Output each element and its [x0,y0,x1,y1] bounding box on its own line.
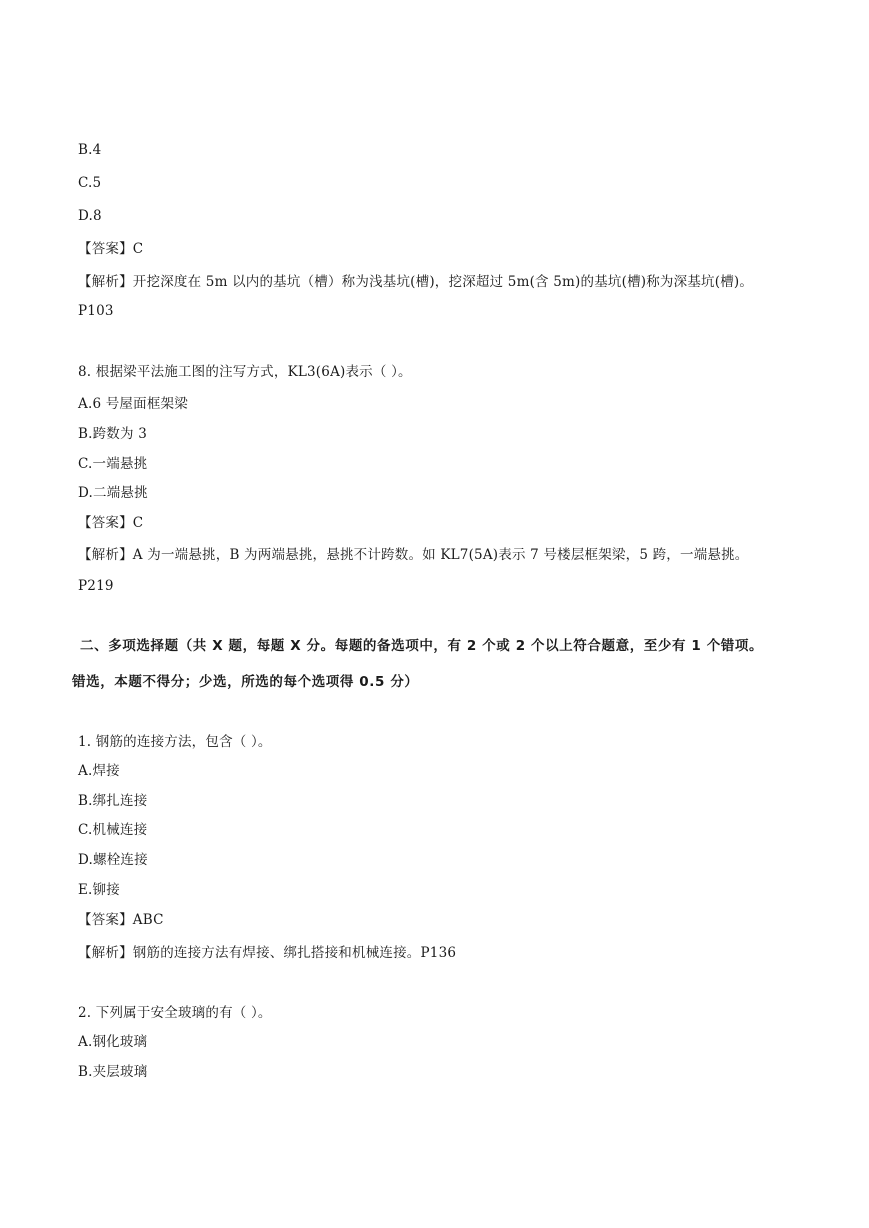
question-stem: 1. 钢筋的连接方法，包含（ ）。 [78,734,272,750]
option-c: C.一端悬挑 [78,456,148,472]
answer-line: 【答案】ABC [78,912,164,928]
option-d: D.8 [78,208,102,224]
option-c: C.5 [78,175,102,191]
option-a: A.6 号屋面框架梁 [78,396,188,412]
section-heading: 二、多项选择题（共 X 题，每题 X 分。每题的备选项中，有 2 个或 2 个以上符合题意，至少有 1 个错项。 [80,638,764,654]
option-c: C.机械连接 [78,822,148,838]
analysis-page-ref: P219 [78,578,114,594]
option-b: B.4 [78,142,102,158]
analysis-line: 【解析】A 为一端悬挑，B 为两端悬挑，悬挑不计跨数。如 KL7(5A)表示 7 号楼层框架梁，5 跨，一端悬挑。 [78,547,749,563]
answer-line: 【答案】C [78,241,144,257]
option-d: D.螺栓连接 [78,852,148,868]
question-stem: 2. 下列属于安全玻璃的有（ ）。 [78,1005,272,1021]
analysis-line: 【解析】钢筋的连接方法有焊接、绑扎搭接和机械连接。P136 [78,945,457,961]
analysis-page-ref: P103 [78,303,114,319]
answer-line: 【答案】C [78,515,144,531]
section-heading-cont: 错选，本题不得分；少选，所选的每个选项得 0.5 分） [72,674,419,690]
option-e: E.铆接 [78,882,120,898]
option-b: B.绑扎连接 [78,793,148,809]
option-a: A.焊接 [78,763,120,779]
analysis-line: 【解析】开挖深度在 5m 以内的基坑（槽）称为浅基坑(槽)，挖深超过 5m(含 5m)的基坑(槽)称为深基坑(槽)。 [78,274,754,290]
option-a: A.钢化玻璃 [78,1034,148,1050]
option-d: D.二端悬挑 [78,485,148,501]
question-stem: 8. 根据梁平法施工图的注写方式，KL3(6A)表示（ ）。 [78,364,412,380]
option-b: B.跨数为 3 [78,426,147,442]
option-b: B.夹层玻璃 [78,1064,148,1080]
